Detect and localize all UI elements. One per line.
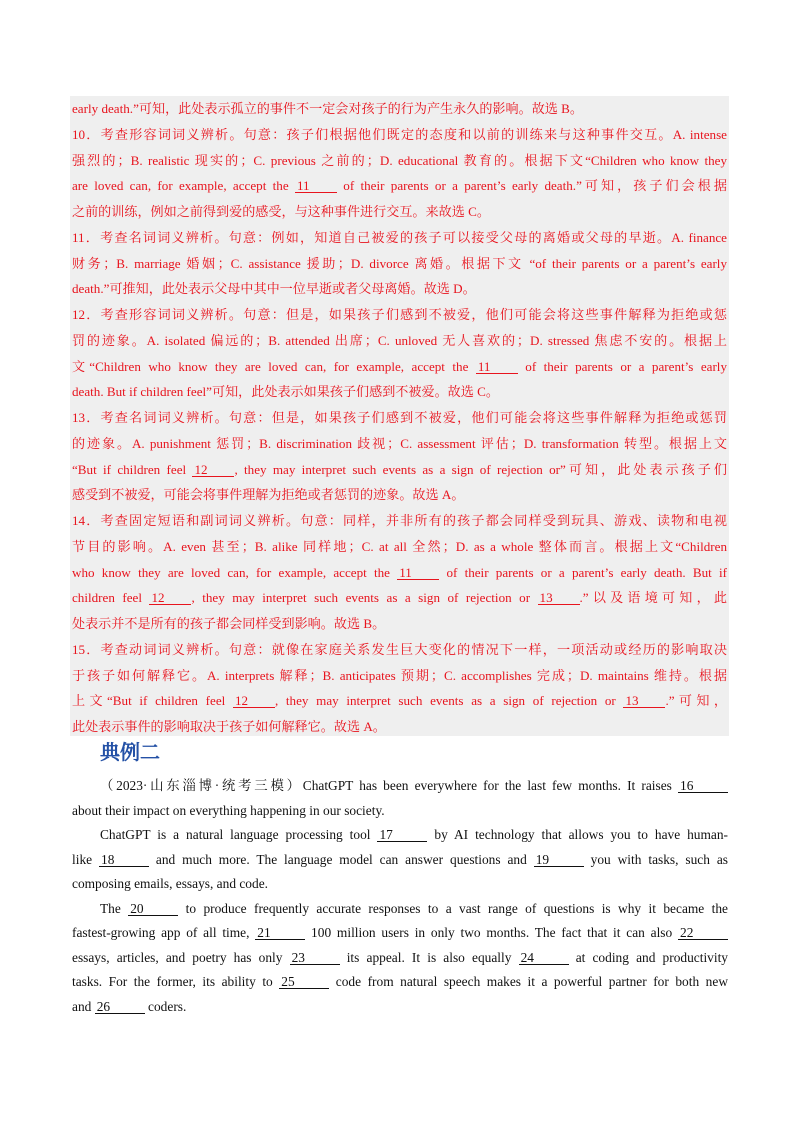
text-segment: 处表示并不是所有的孩子都会同样受到影响。故选 B。 [72,616,386,631]
text-segment: 感受到不被爱，可能会将事件理解为拒绝或者惩罚的迹象。故选 A。 [72,487,465,503]
text-line [72,328,727,354]
blank-number: 11 [476,360,518,374]
answer-item [72,225,727,302]
text-segment: by AI technology that allows you to have human- [427,827,728,842]
text-segment: of their parents or a parent’s early death.”可知，孩子们会根据 [336,178,727,194]
text-line [72,482,727,508]
blank-number: 23 [290,951,340,965]
text-line [72,921,728,946]
answer-item [72,122,727,225]
text-segment: and [72,998,95,1014]
text-line [72,405,727,431]
blank-number: 20 [128,902,178,916]
text-segment: 文“Children who know they are loved can, for example, accept the [72,358,476,374]
blank-number: 13 [538,591,580,605]
text-segment: who know they are loved can, for example, accept the [72,564,398,580]
text-segment: at coding and productivity [568,949,728,965]
text-segment: children feel [72,590,150,606]
text-segment: .”以及语境可知，此 [579,590,727,606]
answer-item [72,302,727,405]
text-segment: （2023·山东淄博·统考三模）ChatGPT has been everywhere for the last few months. It raises [100,778,678,793]
text-line [72,823,728,848]
text-line [72,611,727,637]
text-line [72,225,727,251]
text-segment: 罚的迹象。A. isolated 偏远的；B. attended 出席；C. unloved 无人喜欢的；D. stressed 焦虑不安的。根据上 [72,332,727,348]
blank-number: 21 [255,926,305,940]
text-segment: code from natural speech makes it a powerful partner for both new [329,974,728,989]
blank-number: 19 [534,853,584,867]
text-line [72,585,727,611]
text-segment: are loved can, for example, accept the [72,178,295,194]
text-line [72,560,727,586]
text-segment: 14．考查固定短语和副词词义辨析。句意：同样，并非所有的孩子都会同样受到玩具、游戏、读物和电视 [72,513,727,528]
text-line [72,457,727,483]
blank-number: 12 [192,463,234,477]
section-title: 典例二 [100,740,160,764]
text-line [72,379,727,405]
text-segment: 强烈的；B. realistic 现实的；C. previous 之前的；D. educational 教育的。根据下文“Children who know they [72,152,727,168]
text-line [72,946,728,971]
text-line [72,534,727,560]
text-line [72,970,728,995]
text-segment: , they may interpret such events as a sign of rejection or”可知，此处表示孩子们 [234,461,727,477]
text-line [72,431,727,457]
text-segment: 10．考查形容词词义辨析。句意：孩子们根据他们既定的态度和以前的训练来与这种事件交互。A. intense [72,126,727,142]
text-segment: you with tasks, such as [583,851,728,867]
text-line [72,688,727,714]
text-segment: its appeal. It is also equally [339,949,519,965]
text-line [72,508,727,534]
blank-number: 17 [377,828,427,842]
text-line [72,897,728,922]
text-segment: of their parents or a parent’s early death. But if [439,564,727,580]
text-segment: like [72,851,99,867]
blank-number: 18 [99,853,149,867]
text-line [72,354,727,380]
text-line [72,714,727,740]
text-line [72,848,728,873]
passage-paragraph [72,774,728,823]
text-segment: 上文“But if children feel [72,693,233,709]
text-segment: The [100,900,129,916]
blank-number: 24 [519,951,569,965]
passage-paragraph [72,897,728,1020]
text-segment: 之前的训练，例如之前得到爱的感受，与这种事件进行交互。来故选 C。 [72,204,490,219]
text-segment: .”可知， [665,693,727,709]
text-segment: “But if children feel [72,461,193,477]
text-segment: of their parents or a parent’s early [517,358,727,374]
text-segment: 15．考查动词词义辨析。句意：就像在家庭关系发生巨大变化的情况下一样，一项活动或经历的影响取决 [72,641,727,657]
text-segment: 财务；B. marriage 婚姻；C. assistance 援助；D. divorce 离婚。根据下文 “of their parents or a parent’s early [72,255,727,271]
text-segment: 的迹象。A. punishment 惩罚；B. discrimination 歧视；C. assessment 评估；D. transformation 转型。根据上文 [72,435,727,451]
text-segment: tasks. For the former, its ability to [72,974,280,989]
text-segment: composing emails, essays, and code. [72,876,268,891]
text-line [72,173,727,199]
answer-explanations [70,96,729,736]
blank-number: 12 [149,591,191,605]
text-segment: 此处表示事件的影响取决于孩子如何解释它。故选 A。 [72,719,386,734]
blank-number: 26 [95,1000,145,1014]
text-segment: 12．考查形容词词义辨析。句意：但是，如果孩子们感到不被爱，他们可能会将这些事件解释为拒绝或惩 [72,307,727,322]
text-line [72,995,728,1020]
text-line [72,872,728,897]
text-segment: , they may interpret such events as a sign of rejection or [191,590,538,606]
text-segment: 于孩子如何解释它。A. interprets 解释；B. anticipates 预期；C. accomplishes 完成；D. maintains 维持。根据 [72,667,727,683]
text-line [72,276,727,302]
text-line [72,96,727,122]
blank-number: 16 [678,779,728,793]
text-segment: ChatGPT is a natural language processing tool [100,827,378,842]
text-segment: , they may interpret such events as a sign of rejection or [274,693,624,709]
text-line [72,122,727,148]
text-segment: coders. [144,998,187,1014]
blank-number: 12 [233,694,275,708]
blank-number: 11 [295,179,337,193]
text-segment: death.”可推知，此处表示父母中其中一位早逝或者父母离婚。故选 D。 [72,281,476,297]
blank-number: 22 [678,926,728,940]
text-segment: about their impact on everything happening in our society. [72,802,385,818]
text-segment: 节目的影响。A. even 甚至；B. alike 同样地；C. at all 全然；D. as a whole 整体而言。根据上文“Children [72,538,727,554]
text-segment: and much more. The language model can answer questions and [149,851,534,867]
blank-number: 13 [623,694,665,708]
blank-number: 25 [279,975,329,989]
text-segment: 11．考查名词词义辨析。句意：例如，知道自己被爱的孩子可以接受父母的离婚或父母的早逝。A. finance [72,229,727,245]
text-line [72,148,727,174]
text-segment: 13．考查名词词义辨析。句意：但是，如果孩子们感到不被爱，他们可能会将这些事件解释为拒绝或惩罚 [72,410,727,425]
text-segment: 100 million users in only two months. The fact that it can also [305,925,678,940]
text-line [72,799,728,824]
passage-paragraph [72,823,728,897]
text-line [72,199,727,225]
answer-item [72,96,727,122]
text-segment: to produce frequently accurate responses to a vast range of questions is why it became the [178,900,728,916]
text-line [72,302,727,328]
answer-item [72,508,727,637]
text-segment: essays, articles, and poetry has only [72,949,290,965]
text-line [72,637,727,663]
text-line [72,251,727,277]
text-line [72,663,727,689]
blank-number: 11 [397,566,439,580]
answer-item [72,637,727,740]
text-segment: fastest-growing app of all time, [72,925,256,940]
example-passage [72,774,728,1019]
text-segment: early death.”可知，此处表示孤立的事件不一定会对孩子的行为产生永久的影响。故选 B。 [72,101,583,116]
text-line [72,774,728,799]
answer-item [72,405,727,508]
text-segment: death. But if children feel”可知，此处表示如果孩子们感到不被爱。故选 C。 [72,384,499,400]
